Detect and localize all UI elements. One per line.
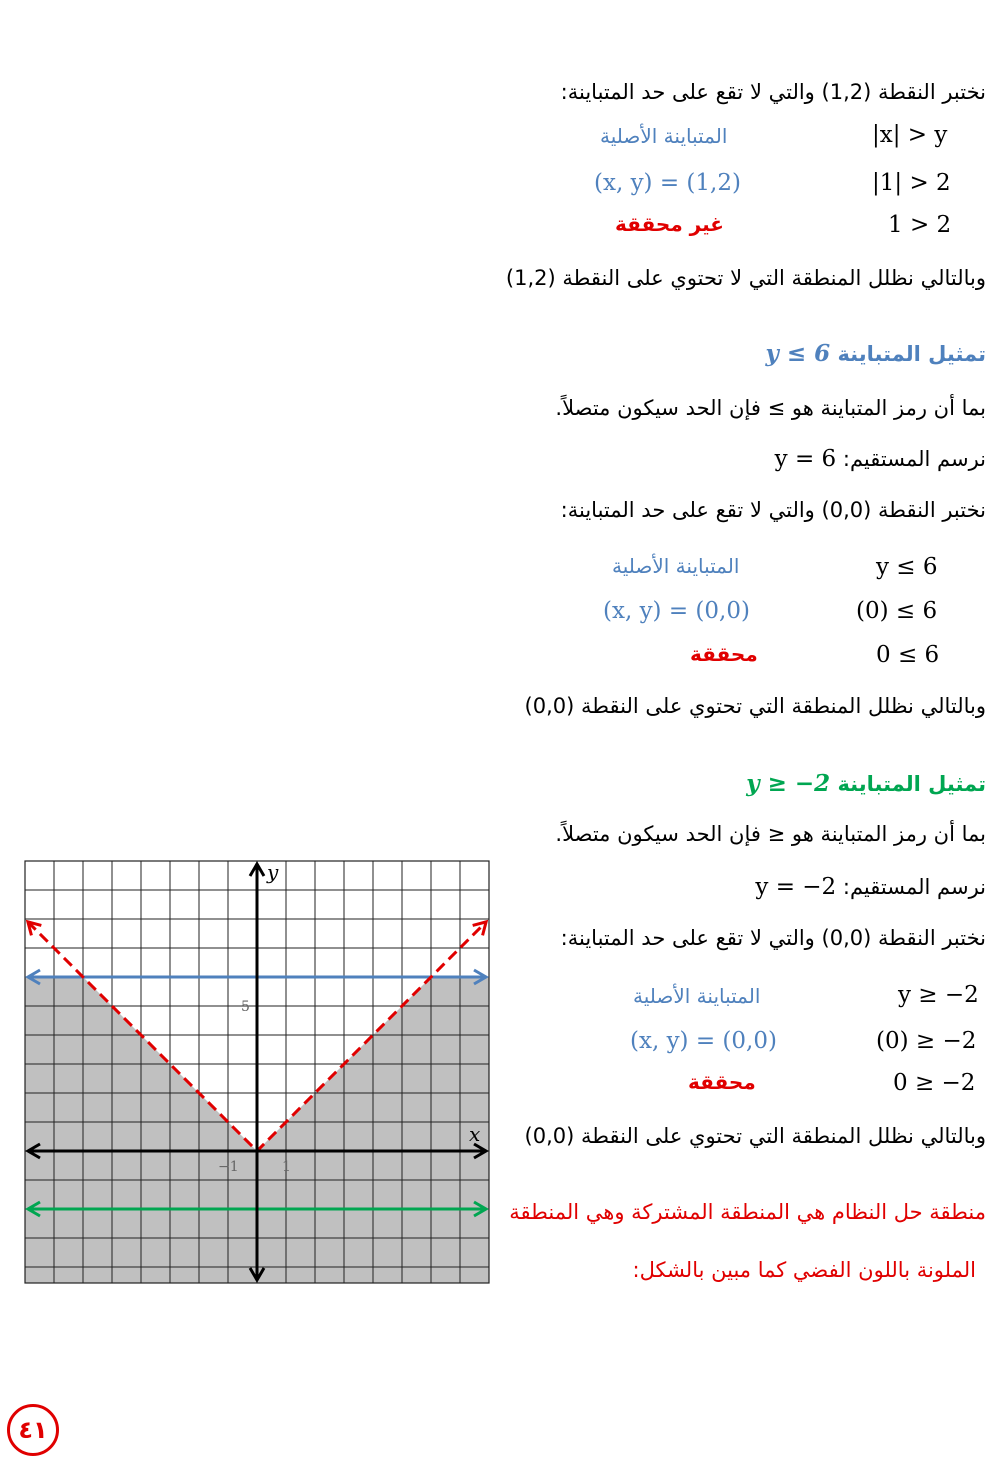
expr-0-le-6: 0 ≤ 6 <box>876 642 940 668</box>
test-point-line-1: نختبر النقطة (1,2) والتي لا تقع على حد المتباينة: <box>560 80 986 104</box>
original-inequality-label-1: المتباينة الأصلية <box>600 124 728 148</box>
solution-line-1: منطقة حل النظام هي المنطقة المشتركة وهي المنطقة <box>509 1200 986 1224</box>
tick-label-5: 5 <box>241 999 250 1015</box>
x-axis-label: x <box>469 1122 481 1146</box>
expr-0-ge-neg2: 0 ≥ −2 <box>893 1070 976 1096</box>
draw-line-2: نرسم المستقيم: y = 6 <box>774 446 986 472</box>
test-point-line-2: نختبر النقطة (0,0) والتي لا تقع على حد المتباينة: <box>560 498 986 522</box>
result-satisfied-3: محققة <box>688 1070 756 1094</box>
expr-abs-x-gt-y: |x| > y <box>872 122 948 148</box>
original-inequality-label-3: المتباينة الأصلية <box>633 984 761 1008</box>
conclusion-1: وبالتالي نظلل المنطقة التي لا تحتوي على النقطة (1,2) <box>505 266 986 290</box>
result-not-satisfied: غير محققة <box>615 212 724 236</box>
substitution-1: (x, y) = (1,2) <box>594 170 741 196</box>
heading-y-le-6: تمثيل المتباينة y ≤ 6 <box>765 340 986 367</box>
expr-abs-1-gt-2: |1| > 2 <box>872 170 951 196</box>
expr-0-le-6-sub: (0) ≤ 6 <box>856 598 938 624</box>
solution-line-2: الملونة باللون الفضي كما مبين بالشكل: <box>632 1258 976 1282</box>
boundary-solid-line-2: بما أن رمز المتباينة هو ≥ فإن الحد سيكون متصلاً. <box>555 396 986 420</box>
conclusion-3: وبالتالي نظلل المنطقة التي تحتوي على النقطة (0,0) <box>524 1124 986 1148</box>
expr-y-le-6: y ≤ 6 <box>876 554 938 580</box>
conclusion-2: وبالتالي نظلل المنطقة التي تحتوي على النقطة (0,0) <box>524 694 986 718</box>
tick-label-neg1: −1 <box>218 1159 239 1175</box>
draw-line-3: نرسم المستقيم: y = −2 <box>755 874 986 900</box>
expr-0-ge-neg2-sub: (0) ≥ −2 <box>876 1028 977 1054</box>
boundary-solid-line-3: بما أن رمز المتباينة هو ≤ فإن الحد سيكون متصلاً. <box>555 822 986 846</box>
inequality-graph <box>22 858 494 1288</box>
substitution-3: (x, y) = (0,0) <box>630 1028 777 1054</box>
y-axis-label: y <box>267 860 279 884</box>
substitution-2: (x, y) = (0,0) <box>603 598 750 624</box>
page-number: ٤١ <box>7 1404 59 1456</box>
original-inequality-label-2: المتباينة الأصلية <box>612 554 740 578</box>
heading-y-ge-neg2: تمثيل المتباينة y ≥ −2 <box>746 770 986 797</box>
test-point-line-3: نختبر النقطة (0,0) والتي لا تقع على حد المتباينة: <box>560 926 986 950</box>
expr-y-ge-neg2: y ≥ −2 <box>898 982 979 1008</box>
result-satisfied-2: محققة <box>690 642 758 666</box>
expr-1-gt-2: 1 > 2 <box>888 212 952 238</box>
tick-label-1: 1 <box>282 1159 291 1175</box>
